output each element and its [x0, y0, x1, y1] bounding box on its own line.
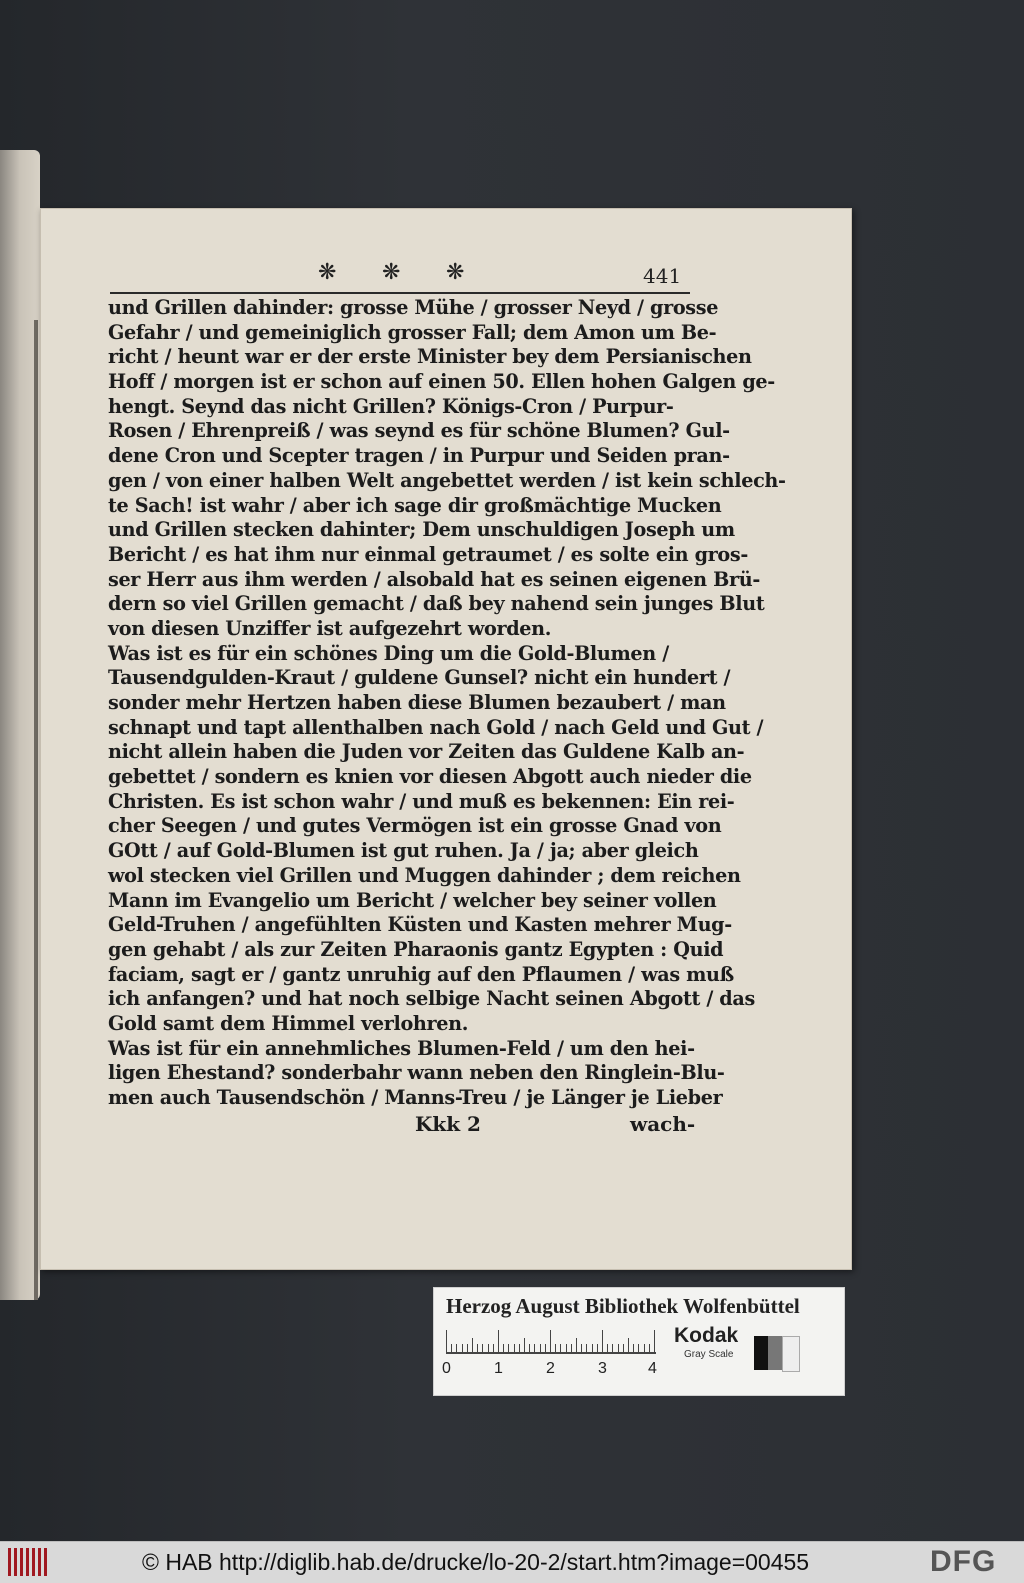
- catchword: wach-: [630, 1112, 696, 1136]
- kodak-brand: Kodak: [674, 1324, 739, 1347]
- ruler-tick: [508, 1344, 509, 1352]
- text-line: ligen Ehestand? sonderbahr wann neben den Ringlein-Blu-: [108, 1061, 725, 1085]
- ruler-tick: [467, 1344, 468, 1352]
- ruler-tick: [586, 1344, 587, 1352]
- ruler-tick: [644, 1344, 645, 1352]
- footer-bar: [0, 1541, 1024, 1583]
- text-line: GOtt / auf Gold-Blumen ist gut ruhen. Ja / ja; aber gleich: [108, 839, 699, 863]
- ruler-tick: [545, 1344, 546, 1352]
- text-line: men auch Tausendschön / Manns-Treu / je Länger je Lieber: [108, 1086, 723, 1109]
- ruler-tick: [498, 1330, 499, 1352]
- ruler-tick: [633, 1344, 634, 1352]
- gray-patch-black: [754, 1336, 768, 1370]
- ruler-tick: [451, 1344, 452, 1352]
- ruler-tick: [638, 1344, 639, 1352]
- page-gutter-shadow: [34, 320, 38, 1300]
- ruler-tick: [654, 1330, 655, 1352]
- ruler-tick: [482, 1344, 483, 1352]
- ornament-icon: ❋: [446, 260, 465, 285]
- printer-signature: Kkk 2: [415, 1112, 481, 1136]
- scale-number: 0: [442, 1360, 451, 1377]
- ruler-tick: [649, 1344, 650, 1352]
- text-line: Mann im Evangelio um Bericht / welcher bey seiner vollen: [108, 888, 717, 912]
- text-line: Gefahr / und gemeiniglich grosser Fall; dem Amon um Be-: [108, 320, 717, 344]
- ruler-tick: [555, 1344, 556, 1352]
- text-line: dern so viel Grillen gemacht / daß bey nahend sein junges Blut: [108, 592, 765, 616]
- text-line: Geld-Truhen / angefühlten Küsten und Kasten mehrer Mug-: [108, 913, 732, 937]
- gray-patch-mid: [768, 1336, 782, 1370]
- ruler-tick: [514, 1344, 515, 1352]
- text-line: Tausendgulden-Kraut / guldene Gunsel? nicht ein hundert /: [108, 666, 731, 690]
- ruler-tick: [602, 1330, 603, 1352]
- ruler-tick: [477, 1344, 478, 1352]
- text-line: Bericht / es hat ihm nur einmal getraumet / es solte ein gros-: [108, 542, 748, 566]
- text-line: richt / heunt war er der erste Minister bey dem Persianischen: [108, 345, 752, 369]
- hab-logo-icon: [6, 1546, 48, 1578]
- text-line: gen gehabt / als zur Zeiten Pharaonis gantz Egypten : Quid: [108, 937, 724, 961]
- text-line: nicht allein haben die Juden vor Zeiten das Guldene Kalb an-: [108, 740, 745, 764]
- text-line: wol stecken viel Grillen und Muggen dahinder ; dem reichen: [108, 863, 741, 887]
- scale-number: 1: [494, 1360, 503, 1377]
- ruler-tick: [597, 1344, 598, 1352]
- text-line: Rosen / Ehrenpreiß / was seynd es für schöne Blumen? Gul-: [108, 419, 730, 443]
- dfg-logo: DFG: [930, 1545, 997, 1578]
- text-line: ich anfangen? und hat noch selbige Nacht seinen Abgott / das: [108, 987, 755, 1011]
- ruler-tick: [446, 1330, 447, 1352]
- text-line: Hoff / morgen ist er schon auf einen 50. Ellen hohen Galgen ge-: [108, 370, 775, 394]
- header-rule: [110, 292, 690, 294]
- ruler-tick: [524, 1338, 525, 1352]
- ruler-tick: [503, 1344, 504, 1352]
- ruler-tick: [550, 1330, 551, 1352]
- ornament-icon: ❋: [318, 260, 337, 285]
- ruler-tick: [472, 1338, 473, 1352]
- ruler-tick: [560, 1344, 561, 1352]
- text-line: dene Cron und Scepter tragen / in Purpur und Seiden pran-: [108, 444, 730, 468]
- text-line: faciam, sagt er / gantz unruhig auf den Pflaumen / was muß: [108, 962, 734, 986]
- ruler-tick: [623, 1344, 624, 1352]
- ruler-tick: [519, 1344, 520, 1352]
- scale-number: 4: [648, 1360, 657, 1377]
- text-line: und Grillen stecken dahinter; Dem unschuldigen Joseph um: [108, 518, 735, 542]
- library-color-label: [433, 1287, 845, 1396]
- text-line: Gold samt dem Himmel verlohren.: [108, 1011, 469, 1035]
- ruler-tick: [534, 1344, 535, 1352]
- page-header-ornaments: [280, 262, 700, 288]
- ruler-tick: [581, 1344, 582, 1352]
- library-name: Herzog August Bibliothek Wolfenbüttel: [446, 1294, 800, 1318]
- ruler-tick: [529, 1344, 530, 1352]
- text-line: schnapt und tapt allenthalben nach Gold / nach Geld und Gut /: [108, 715, 764, 739]
- scale-number: 2: [546, 1360, 555, 1377]
- ruler-tick: [628, 1338, 629, 1352]
- text-line: sonder mehr Hertzen haben diese Blumen bezaubert / man: [108, 691, 726, 714]
- text-line: Was ist für ein annehmliches Blumen-Feld / um den hei-: [108, 1036, 695, 1060]
- text-line: von diesen Unziffer ist aufgezehrt worden.: [108, 616, 552, 640]
- body-text: [108, 296, 786, 1111]
- ruler-tick: [592, 1344, 593, 1352]
- gray-patch-white: [782, 1336, 800, 1372]
- measurement-ruler: [446, 1328, 656, 1354]
- ornament-icon: ❋: [382, 260, 401, 285]
- ruler-tick: [612, 1344, 613, 1352]
- text-line: gen / von einer halben Welt angebettet werden / ist kein schlech-: [108, 468, 786, 492]
- ruler-tick: [576, 1338, 577, 1352]
- text-line: und Grillen dahinder: grosse Mühe / grosser Neyd / grosse: [108, 296, 719, 319]
- text-line: ser Herr aus ihm werden / alsobald hat es seinen eigenen Brü-: [108, 567, 760, 591]
- ruler-tick: [618, 1344, 619, 1352]
- text-line: hengt. Seynd das nicht Grillen? Königs-Cron / Purpur-: [108, 394, 674, 418]
- scale-number: 3: [598, 1360, 607, 1377]
- ruler-tick: [462, 1344, 463, 1352]
- page-number: 441: [643, 264, 682, 288]
- text-line: Was ist es für ein schönes Ding um die Gold-Blumen /: [108, 641, 669, 665]
- ruler-tick: [566, 1344, 567, 1352]
- ruler-tick: [493, 1344, 494, 1352]
- text-line: Christen. Es ist schon wahr / und muß es bekennen: Ein rei-: [108, 789, 735, 813]
- ruler-tick: [540, 1344, 541, 1352]
- text-line: te Sach! ist wahr / aber ich sage dir großmächtige Mucken: [108, 493, 722, 517]
- text-line: cher Seegen / und gutes Vermögen ist ein grosse Gnad von: [108, 814, 722, 838]
- ruler-tick: [607, 1344, 608, 1352]
- kodak-subtitle: Gray Scale: [684, 1349, 734, 1360]
- text-line: gebettet / sondern es knien vor diesen Abgott auch nieder die: [108, 765, 752, 789]
- ruler-tick: [456, 1344, 457, 1352]
- ruler-tick: [488, 1344, 489, 1352]
- ruler-tick: [571, 1344, 572, 1352]
- copyright-url[interactable]: © HAB http://diglib.hab.de/drucke/lo-20-2/start.htm?image=00455: [142, 1549, 810, 1575]
